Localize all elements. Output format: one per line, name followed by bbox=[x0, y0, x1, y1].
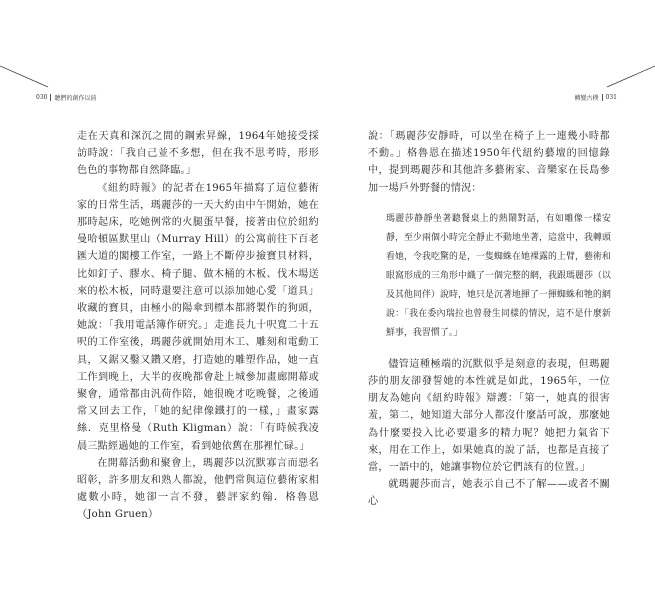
left-paragraph-2: 《紐約時報》的記者在1965年描寫了這位藝術家的日常生活，瑪麗莎的一天大約由中午開始，她在那時起床，吃她例常的火腿蛋早餐，接著由位於紐約曼哈頓區默里山（Murray Hill）的公寓前往下百老匯大道的閣樓工作室，一路上不斷停步撿寶貝材料，比如釘子、膠水、椅子腿、做木桶的木板、伐木場送來的松木板，同時還要注意可以添加她心愛「道具」收藏的寶貝，由極小的陽傘到標本都將製作的狗頭，她說：「我用電話簿作研究。」走進長九十呎寬二十五呎的工作室後，瑪麗莎就開始用木工、雕刻和電動工具，又鋸又鑿又鑽又磨，打造她的雕塑作品，她一直工作到晚上，大半的夜晚都會赴上城參加畫廊開幕或聚會，通常都由汎荷作陪，她很晚才吃晚餐，之後通常又回去工作，「她的紀律像鐵打的一樣，」畫家露絲．克里格曼（Ruth Kligman）說：「有時候我凌晨三點經過她的工作室，看到她依舊在那裡忙碌。」 bbox=[77, 182, 319, 452]
left-page-number: 030 bbox=[36, 94, 48, 101]
right-paragraph-1: 說：「瑪麗莎安靜時，可以坐在椅子上一連幾小時都不動。」格魯恩在描述1950年代紐約藝壇的回憶錄中，提到瑪麗莎和其他許多藝術家、音樂家在長島參加一場戶外野餐的情況： bbox=[368, 131, 610, 194]
right-paragraph-3: 就瑪麗莎而言，她表示自己不了解——或者不關心 bbox=[368, 479, 610, 508]
right-page-body bbox=[368, 128, 610, 511]
left-paragraph-1: 走在天真和深沉之間的鋼索昇線，1964年她接受採訪時說：「我自己並不多想，但在我不思考時，形形色色的事物都自然降臨。」 bbox=[77, 131, 319, 177]
left-running-head bbox=[36, 93, 96, 102]
block-quote: 瑪麗莎静靜坐著聽餐桌上的熱鬧對話，有如雕像一樣安靜，至少兩個小時完全靜止不動地坐著，這當中，我轉頭看她，令我吃驚的是，一隻蜘蛛在她裸露的上臂，藝術和眼窩形成的三角形中織了一個完整的網，我跟瑪麗莎（以及其他同伴）說時，她只是沉著地揮了一揮蜘蛛和牠的網說：「我在委內瑞拉也曾發生同樣的情況，這不是什麼新鮮事，我習慣了。」 bbox=[386, 213, 611, 338]
right-running-head bbox=[575, 93, 617, 102]
left-page-body bbox=[77, 128, 319, 524]
right-running-title: 轉變古樸 bbox=[574, 95, 599, 102]
left-running-title: 聽們的創作以前 bbox=[54, 95, 97, 102]
running-head-divider bbox=[50, 94, 51, 101]
right-page-number: 031 bbox=[605, 94, 617, 101]
running-head-divider bbox=[602, 94, 603, 101]
right-paragraph-2: 儘管這種極端的沉默似乎是刻意的表現，但瑪麗莎的朋友卻發誓她的本性就是如此，1965年，一位朋友為她向《紐約時報》辯護：「第一，她真的很害羞，第二，她知道大部分人都沒什麼話可說，那麼她為什麼要投入比必要還多的精力呢？她把力氣省下來，用在工作上，如果她真的說了話，也都是直接了當，一語中的，她讓事物位於它們該有的位置。」 bbox=[368, 358, 610, 474]
left-paragraph-3: 在開幕活動和聚會上，瑪麗莎以沉默寡言而惡名昭彰，許多朋友和熟人都說，他們常與這位藝術家相處數小時，她卻一言不發，藝評家約翰．格魯恩（John Gruen） bbox=[77, 457, 319, 521]
